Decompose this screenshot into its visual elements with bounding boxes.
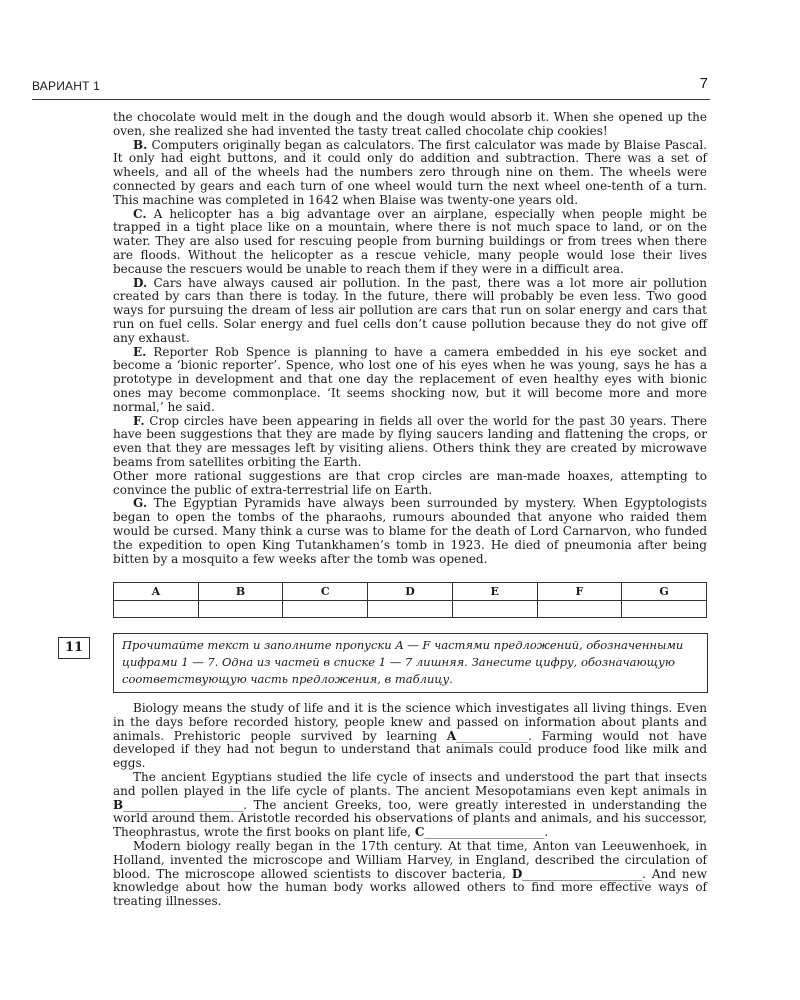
paragraph-text: The ancient Greeks, too, were greatly interested in understanding the world around them. Aristotle recorded his observations of plants and animals, and his successor, Theophrastus, wrote the first books on plant life, xyxy=(113,797,707,840)
answer-table xyxy=(113,582,707,618)
paragraph-text: Computers originally began as calculators. The first calculator was made by Blaise Pascal. It only had eight buttons, and it could only do addition and subtraction. There was a set of wheels, and all of the wheels had the numbers zero through nine on them. The wheels were connected by gears and each turn of one wheel would turn the next wheel one-tenth of a turn. This machine was completed in 1642 when Blaise was twenty-one years old. xyxy=(113,137,707,207)
answer-cell[interactable] xyxy=(114,601,199,618)
answer-cell[interactable] xyxy=(537,601,622,618)
answer-header-cell: E xyxy=(452,583,537,601)
paragraph-text: Farming would not have developed if they had not begun to understand that animals could produce food like milk and eggs. xyxy=(113,728,707,771)
gap-blank-b[interactable]: ____________________. xyxy=(123,797,247,812)
gap-paragraph-3 xyxy=(113,840,707,909)
paragraph-text: A helicopter has a big advantage over an airplane, especially when people might be trapped in a tight place like on a mountain, where there is not much space to land, or on the water. They are also used for rescuing people from burning buildings or from trees when there are floods. Without the helicopter as a rescue vehicle, many people would lose their lives because the rescuers would be unable to reach them if they were in a difficult area. xyxy=(113,206,707,276)
gap-letter-b: B xyxy=(113,797,124,812)
page-number: 7 xyxy=(699,75,708,92)
paragraph-letter: F. xyxy=(133,413,145,428)
paragraph-text: The Egyptian Pyramids have always been surrounded by mystery. When Egyptologists began to open the tombs of the pharaohs, rumours abounded that anyone who raided them would be cursed. Many think a curse was to blame for the death of Lord Carnarvon, who funded the expedition to open King Tutankhamen’s tomb in 1923. He died of pneumonia after being bitten by a mosquito a few weeks after the tomb was opened. xyxy=(113,496,707,566)
gap-blank-a[interactable]: ____________. xyxy=(456,728,532,743)
gap-letter-c: C xyxy=(414,825,425,840)
answer-cell[interactable] xyxy=(622,601,707,618)
paragraph-letter: D. xyxy=(133,275,148,290)
paragraph-text: Crop circles have been appearing in fields all over the world for the past 30 years. There have been suggestions that they are made by flying saucers landing and flattening the crops, or even that they are messages left by visiting aliens. Others think they are created by microwave beams from satellites orbiting the Earth. xyxy=(113,413,707,469)
paragraph-text: The ancient Egyptians studied the life cycle of insects and understood the part that insects and pollen played in the life cycle of plants. The ancient Mesopotamians even kept animals in xyxy=(113,769,707,798)
gap-blank-d[interactable]: ____________________. xyxy=(522,866,647,881)
answer-header-cell: D xyxy=(368,583,453,601)
paragraph-c xyxy=(113,208,707,277)
variant-label: ВАРИАНТ 1 xyxy=(32,79,101,93)
answer-header-cell: G xyxy=(622,583,707,601)
paragraph-letter: B. xyxy=(133,137,148,152)
answer-table-entry-row xyxy=(114,601,707,618)
paragraph-letter: G. xyxy=(133,496,147,511)
answer-cell[interactable] xyxy=(198,601,283,618)
answer-cell[interactable] xyxy=(452,601,537,618)
paragraph-text: Reporter Rob Spence is planning to have a camera embedded in his eye socket and become a ‘bionic reporter’. Spence, who lost one of his eyes when he was young, says he has a prototype in development and that one day the replacement of even healthy eyes with bionic ones may become commonplace. ‘It seems shocking now, but it will become more and more normal,’ he said. xyxy=(113,344,707,414)
task-instruction: Прочитайте текст и заполните пропуски A — F частями предложений, обозначенными цифрами 1 — 7. Одна из частей в списке 1 — 7 лишняя. Занесите цифру, обозначающую соответствующую часть предложения, в таблицу. xyxy=(113,633,708,693)
paragraph-text: Cars have always caused air pollution. In the past, there was a lot more air pollution created by cars than there is today. In the future, there will probably be even less. Two good ways for pursuing the dream of less air pollution are cars that run on solar energy and cars that run on fuel cells. Solar energy and fuel cells don’t cause pollution because they do not give off any exhaust. xyxy=(113,275,707,345)
task-number-box: 11 xyxy=(58,637,90,659)
passage-matching xyxy=(113,111,707,566)
paragraph-f xyxy=(113,415,707,470)
paragraph-text: And new knowledge about how the human body works allowed others to find more effective ways of treating illnesses. xyxy=(113,866,707,909)
paragraph-g xyxy=(113,497,707,566)
paragraph-f-continuation: Other more rational suggestions are that crop circles are man-made hoaxes, attempting to convince the public of extra-terrestrial life on Earth. xyxy=(113,468,707,497)
answer-table-header-row xyxy=(114,583,707,601)
gap-paragraph-1 xyxy=(113,702,707,771)
answer-cell[interactable] xyxy=(368,601,453,618)
paragraph-d xyxy=(113,277,707,346)
gap-blank-c[interactable]: ____________________. xyxy=(424,825,549,840)
page-header xyxy=(32,77,710,100)
answer-header-cell: B xyxy=(198,583,283,601)
answer-header-cell: A xyxy=(114,583,199,601)
answer-cell[interactable] xyxy=(283,601,368,618)
passage-intro: the chocolate would melt in the dough and the dough would absorb it. When she opened up the oven, she realized she had invented the tasty treat called chocolate chip cookies! xyxy=(113,110,707,138)
paragraph-letter: E. xyxy=(133,344,147,359)
answer-header-cell: C xyxy=(283,583,368,601)
answer-header-cell: F xyxy=(537,583,622,601)
paragraph-e xyxy=(113,346,707,415)
passage-gap-fill xyxy=(113,702,707,909)
paragraph-letter: C. xyxy=(133,206,147,221)
gap-letter-a: A xyxy=(446,728,457,743)
paragraph-b xyxy=(113,139,707,208)
gap-letter-d: D xyxy=(511,866,523,881)
paragraph-text: Modern biology really began in the 17th century. At that time, Anton van Leeuwenhoek, in Holland, invented the microscope and William Harvey, in England, described the circulation of blood. The microscope allowed scientists to discover bacteria, xyxy=(113,838,707,881)
gap-paragraph-2 xyxy=(113,771,707,840)
paragraph-text: Biology means the study of life and it is the science which investigates all living things. Even in the days before recorded history, people knew and passed on information about plants and animals. Prehistoric people survived by learning xyxy=(113,701,707,743)
